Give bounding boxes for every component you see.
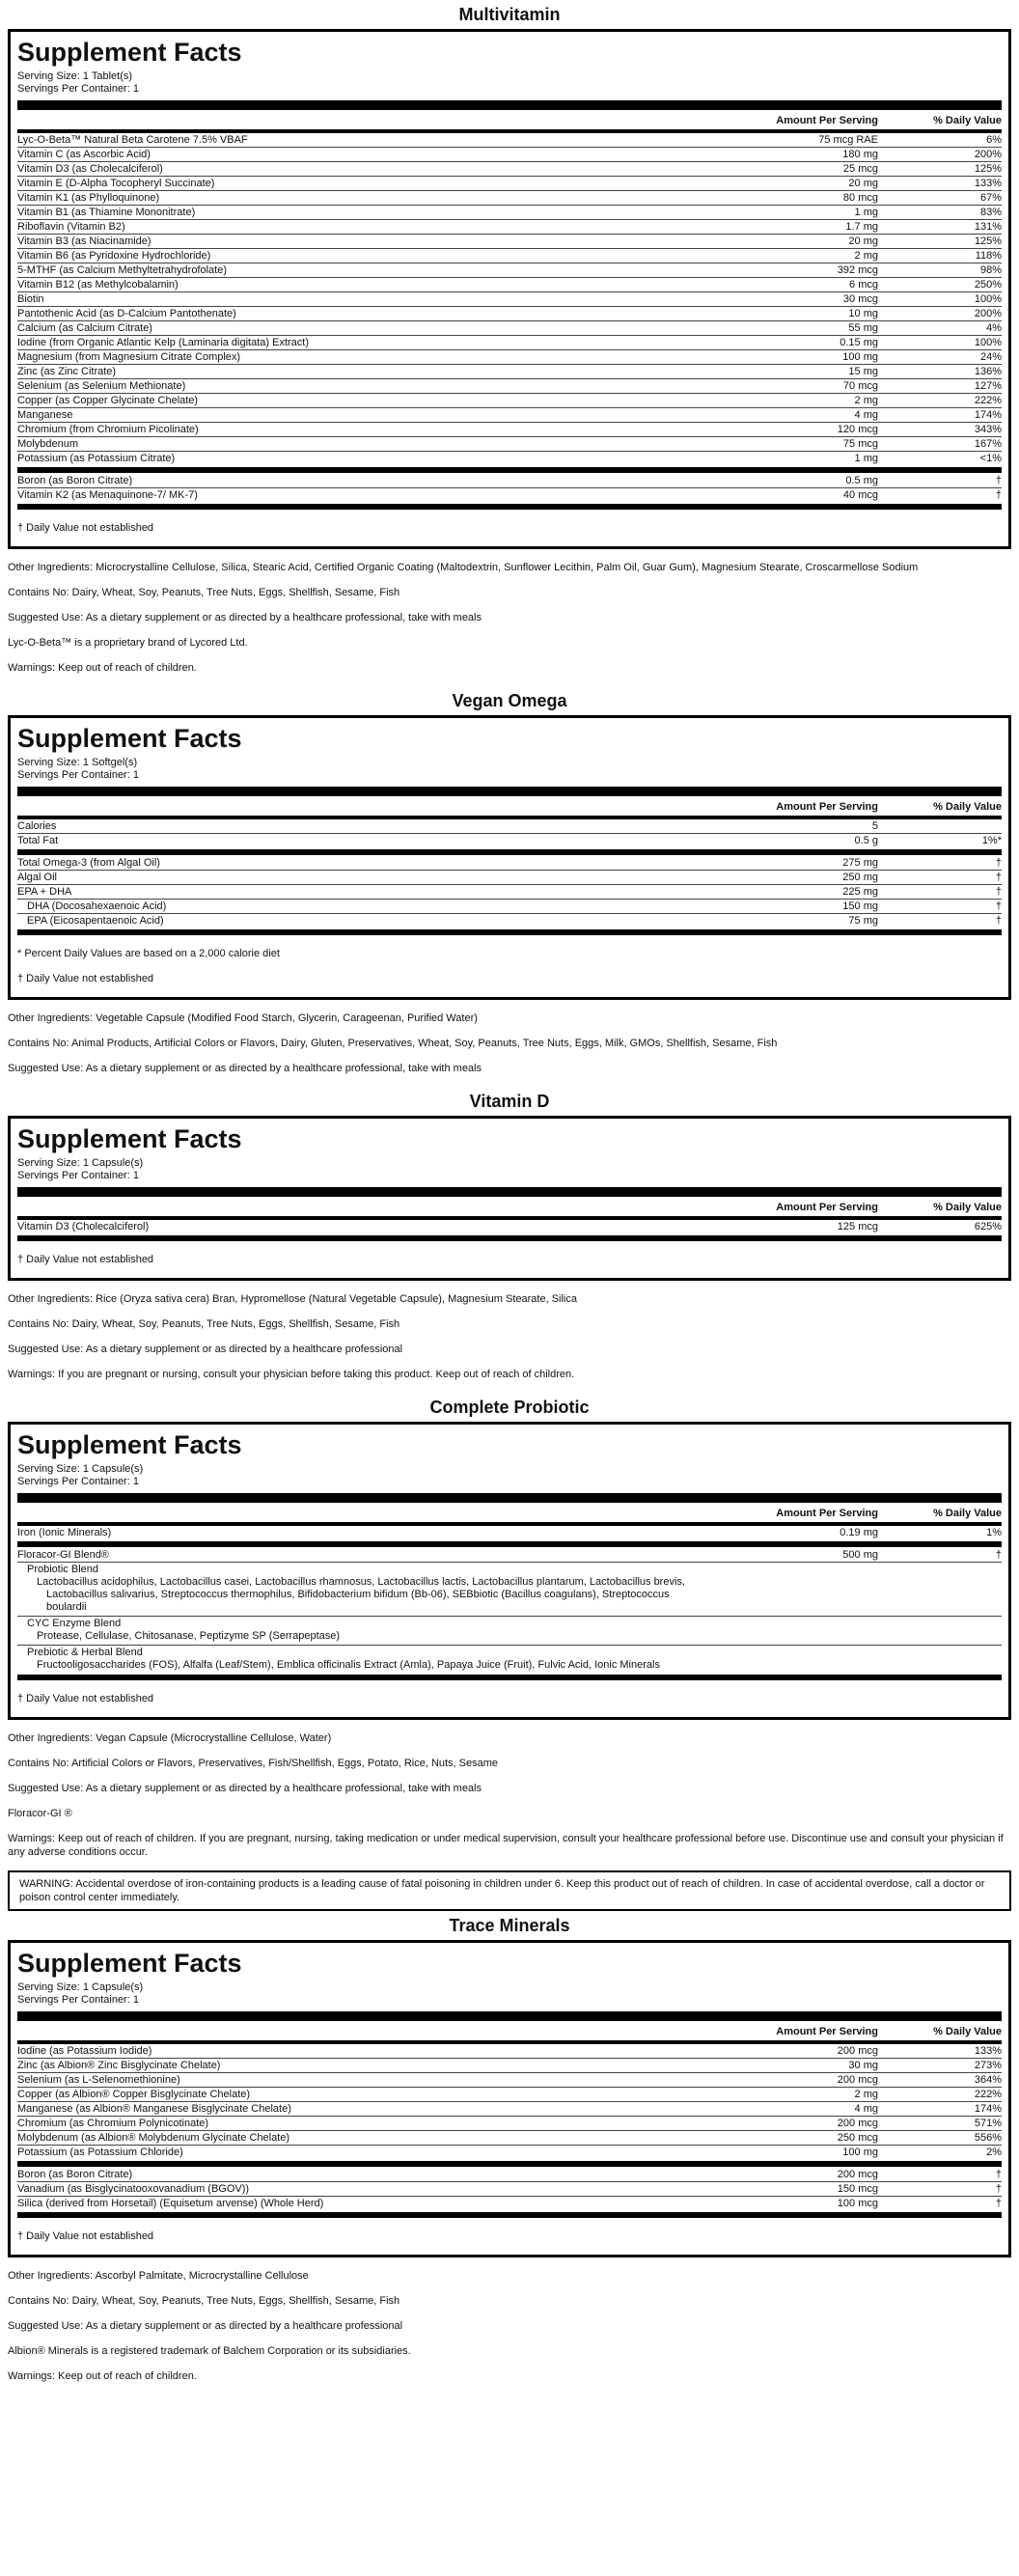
trace-minerals-facts-panel — [8, 1940, 1011, 2257]
nutrient-name: Biotin — [17, 293, 44, 305]
nutrient-amount: 40 mcg — [842, 489, 878, 501]
nutrient-amount: 15 mg — [848, 366, 878, 377]
nutrient-row — [17, 307, 1002, 321]
nutrient-row — [17, 900, 1002, 914]
nutrient-dv: 167% — [974, 438, 1002, 450]
nutrient-name: Boron (as Boron Citrate) — [17, 2169, 133, 2180]
nutrient-amount: 1 mg — [854, 207, 878, 218]
suggested-use: Suggested Use: As a dietary supplement or as directed by a healthcare professional, take with meals — [8, 1783, 482, 1794]
nutrient-row — [17, 336, 1002, 350]
nutrient-amount: 20 mg — [848, 178, 878, 189]
nutrient-row — [17, 2117, 1002, 2131]
nutrient-dv: 98% — [979, 264, 1002, 276]
nutrient-amount: 75 mcg — [842, 438, 878, 450]
dv-footnote: † Daily Value not established — [17, 2230, 154, 2242]
nutrient-rows — [17, 2044, 1002, 2160]
nutrient-dv: 625% — [974, 1221, 1002, 1233]
nutrient-name: Vitamin D3 (as Cholecalciferol) — [17, 163, 163, 175]
column-header — [17, 1505, 1002, 1526]
nutrient-name: Zinc (as Zinc Citrate) — [17, 366, 117, 377]
nutrient-dv: 125% — [974, 163, 1002, 175]
nutrient-dv: 273% — [974, 2060, 1002, 2071]
blend-ingredients: Fructooligosaccharides (FOS), Alfalfa (Leaf/Stem), Emblica officinalis Extract (Amla), Papaya Juice (Fruit), Fulvic Acid, Ionic Minerals — [37, 1659, 660, 1671]
nutrient-row — [17, 394, 1002, 408]
supplement-facts-heading: Supplement Facts — [17, 724, 242, 753]
vegan-omega-facts-panel — [8, 715, 1011, 1000]
vegan-omega-info — [8, 1011, 1011, 1075]
other-ingredients: Other Ingredients: Microcrystalline Cellulose, Silica, Stearic Acid, Certified Organic Coating (Maltodextrin, Sunflower Lecithin, Palm Oil, Guar Gum), Magnesium Stearate, Croscarmellose Sodium — [8, 562, 919, 573]
dv-header: % Daily Value — [933, 115, 1002, 126]
nutrient-dv: 125% — [974, 235, 1002, 247]
nutrient-dv: 131% — [974, 221, 1002, 233]
nutrient-name: Manganese — [17, 409, 73, 421]
nutrient-dv: † — [995, 900, 1002, 912]
contains-no: Contains No: Dairy, Wheat, Soy, Peanuts, Tree Nuts, Eggs, Shellfish, Sesame, Fish — [8, 1318, 400, 1330]
nutrient-amount: 1.7 mg — [845, 221, 878, 233]
nutrient-dv: 222% — [974, 2089, 1002, 2100]
divider-bar — [17, 1541, 1002, 1547]
trademark-note: Lyc-O-Beta™ is a proprietary brand of Lycored Ltd. — [8, 637, 248, 649]
divider-bar — [17, 787, 1002, 796]
nutrient-amount: 75 mg — [848, 915, 878, 927]
nutrient-amount: 25 mcg — [842, 163, 878, 175]
dv-footnote: † Daily Value not established — [17, 1254, 154, 1265]
dv-header: % Daily Value — [933, 1202, 1002, 1213]
nutrient-name: Riboflavin (Vitamin B2) — [17, 221, 125, 233]
nutrient-name: Vitamin E (D-Alpha Tocopheryl Succinate) — [17, 178, 215, 189]
divider-bar — [17, 1493, 1002, 1503]
supplement-facts-heading: Supplement Facts — [17, 38, 242, 67]
nutrient-amount: 6 mcg — [849, 279, 878, 291]
nutrient-amount: 100 mg — [842, 2147, 878, 2158]
nutrient-amount: 120 mcg — [837, 424, 878, 435]
serving-size: Serving Size: 1 Capsule(s) — [17, 1463, 144, 1475]
divider-bar — [17, 2011, 1002, 2021]
nutrient-amount: 0.5 g — [854, 835, 878, 846]
column-header — [17, 112, 1002, 133]
blend-title: Prebiotic & Herbal Blend — [27, 1647, 143, 1658]
nutrient-amount: 10 mg — [848, 308, 878, 319]
nutrient-dv: 67% — [979, 192, 1002, 204]
nutrient-name: Vitamin B12 (as Methylcobalamin) — [17, 279, 179, 291]
blend-title: CYC Enzyme Blend — [27, 1618, 122, 1629]
nutrient-row — [17, 379, 1002, 394]
percent-dv-note: * Percent Daily Values are based on a 2,000 calorie diet — [17, 948, 280, 959]
suggested-use: Suggested Use: As a dietary supplement or as directed by a healthcare professional, take with meals — [8, 1063, 482, 1074]
divider-bar — [17, 1235, 1002, 1241]
nutrient-row — [17, 177, 1002, 191]
nutrient-row — [17, 1526, 1002, 1540]
nutrient-amount: 30 mg — [848, 2060, 878, 2071]
divider-bar — [17, 1675, 1002, 1680]
nutrient-dv: 174% — [974, 2103, 1002, 2115]
nutrient-amount: 0.19 mg — [840, 1527, 878, 1538]
nutrient-row — [17, 856, 1002, 871]
nutrient-name: Vitamin B6 (as Pyridoxine Hydrochloride) — [17, 250, 211, 262]
multivitamin-info — [8, 561, 1011, 675]
amount-header: Amount Per Serving — [776, 2026, 878, 2037]
nutrient-name: Molybdenum — [17, 438, 78, 450]
suggested-use: Suggested Use: As a dietary supplement or as directed by a healthcare professional, take with meals — [8, 612, 482, 623]
nutrient-name: Vitamin B1 (as Thiamine Mononitrate) — [17, 207, 196, 218]
nutrient-row — [17, 819, 1002, 834]
nutrient-dv: † — [995, 886, 1002, 898]
divider-bar — [17, 929, 1002, 935]
nutrient-name: Floracor-GI Blend® — [17, 1549, 109, 1561]
nutrient-dv: † — [995, 857, 1002, 869]
nutrient-dv: † — [995, 2198, 1002, 2209]
nutrient-row — [17, 2044, 1002, 2059]
nutrient-dv: 571% — [974, 2118, 1002, 2129]
nutrient-amount: 1 mg — [854, 453, 878, 464]
nutrient-row — [17, 249, 1002, 263]
blend-title: Probiotic Blend — [27, 1564, 98, 1575]
nutrient-row — [17, 292, 1002, 307]
serving-size: Serving Size: 1 Capsule(s) — [17, 1981, 144, 1993]
nutrient-dv — [886, 819, 1002, 833]
trace-minerals-title: Trace Minerals — [449, 1916, 570, 1935]
nutrient-row — [17, 2088, 1002, 2102]
dv-footnote: † Daily Value not established — [17, 522, 154, 534]
nutrient-amount: 200 mcg — [837, 2074, 878, 2086]
nutrient-row — [17, 2073, 1002, 2088]
nutrient-amount: 55 mg — [848, 322, 878, 334]
other-ingredients: Other Ingredients: Vegetable Capsule (Modified Food Starch, Glycerin, Carageenan, Purified Water) — [8, 1012, 478, 1024]
nutrient-name: Vitamin C (as Ascorbic Acid) — [17, 149, 151, 160]
nutrient-amount: 2 mg — [854, 395, 878, 406]
nutrient-rows — [17, 1220, 1002, 1234]
nutrient-amount: 80 mcg — [842, 192, 878, 204]
nutrient-name: Copper (as Copper Glycinate Chelate) — [17, 395, 199, 406]
nutrient-row — [17, 2197, 1002, 2211]
contains-no: Contains No: Dairy, Wheat, Soy, Peanuts, Tree Nuts, Eggs, Shellfish, Sesame, Fish — [8, 2295, 400, 2307]
nutrient-amount: 30 mcg — [842, 293, 878, 305]
nutrient-name: Vanadium (as Bisglycinatooxovanadium (BGOV)) — [17, 2183, 250, 2195]
nutrient-name: Potassium (as Potassium Citrate) — [17, 453, 176, 464]
nutrient-dv: 136% — [974, 366, 1002, 377]
nutrient-dv: † — [995, 2169, 1002, 2180]
column-header — [17, 798, 1002, 819]
divider-bar — [17, 467, 1002, 473]
nutrient-name: Molybdenum (as Albion® Molybdenum Glycinate Chelate) — [17, 2132, 290, 2144]
nutrient-amount: 20 mg — [848, 235, 878, 247]
supplement-facts-heading: Supplement Facts — [17, 1124, 242, 1153]
supplement-facts-heading: Supplement Facts — [17, 1949, 242, 1978]
contains-no: Contains No: Animal Products, Artificial Colors or Flavors, Dairy, Gluten, Preservatives, Wheat, Soy, Peanuts, Tree Nuts, Eggs, Milk, GMOs, Shellfish, Sesame, Fish — [8, 1038, 778, 1049]
nutrient-row — [17, 133, 1002, 148]
vegan-omega-title: Vegan Omega — [452, 691, 567, 710]
servings-per-container: Servings Per Container: 1 — [17, 83, 139, 95]
nutrient-name: Vitamin D3 (Cholecalciferol) — [17, 1221, 150, 1233]
serving-size: Serving Size: 1 Softgel(s) — [17, 757, 138, 768]
divider-bar — [17, 100, 1002, 110]
dv-header: % Daily Value — [933, 2026, 1002, 2037]
nutrient-dv: 174% — [974, 409, 1002, 421]
nutrient-amount: 2 mg — [854, 250, 878, 262]
nutrient-name: Algal Oil — [17, 872, 57, 883]
blend-row — [17, 1548, 1002, 1563]
nutrient-name: Zinc (as Albion® Zinc Bisglycinate Chelate) — [17, 2060, 221, 2071]
nutrient-name: Chromium (from Chromium Picolinate) — [17, 424, 199, 435]
probiotic-facts-panel — [8, 1422, 1011, 1720]
nutrient-row — [17, 191, 1002, 206]
nutrient-rows — [17, 474, 1002, 503]
nutrient-amount: 150 mcg — [837, 2183, 878, 2195]
nutrient-dv: 24% — [979, 351, 1002, 363]
nutrient-rows — [17, 2168, 1002, 2211]
nutrient-name: Vitamin K1 (as Phylloquinone) — [17, 192, 160, 204]
nutrient-name: EPA (Eicosapentaenoic Acid) — [27, 915, 164, 927]
nutrient-row — [17, 2168, 1002, 2182]
divider-bar — [17, 849, 1002, 855]
nutrient-row — [17, 278, 1002, 292]
nutrient-rows — [17, 133, 1002, 466]
nutrient-rows — [17, 819, 1002, 848]
nutrient-dv: 1%* — [981, 835, 1002, 846]
nutrient-dv: 364% — [974, 2074, 1002, 2086]
nutrient-dv: 4% — [986, 322, 1002, 334]
dv-footnote: † Daily Value not established — [17, 973, 154, 984]
nutrient-row — [17, 206, 1002, 220]
nutrient-dv: 83% — [979, 207, 1002, 218]
suggested-use: Suggested Use: As a dietary supplement or as directed by a healthcare professional — [8, 1343, 403, 1355]
nutrient-dv: † — [995, 1549, 1002, 1561]
nutrient-name: Vitamin B3 (as Niacinamide) — [17, 235, 151, 247]
nutrient-amount: 2 mg — [854, 2089, 878, 2100]
nutrient-row — [17, 365, 1002, 379]
trace-minerals-info — [8, 2269, 1011, 2383]
column-header — [17, 2023, 1002, 2044]
nutrient-amount: 200 mcg — [837, 2118, 878, 2129]
nutrient-row — [17, 408, 1002, 423]
amount-header: Amount Per Serving — [776, 1508, 878, 1519]
nutrient-name: Total Omega-3 (from Algal Oil) — [17, 857, 160, 869]
nutrient-row — [17, 2146, 1002, 2160]
trademark-note: Albion® Minerals is a registered trademark of Balchem Corporation or its subsidiaries. — [8, 2345, 411, 2357]
nutrient-row — [17, 437, 1002, 452]
nutrient-name: Copper (as Albion® Copper Bisglycinate Chelate) — [17, 2089, 251, 2100]
nutrient-name: Selenium (as Selenium Methionate) — [17, 380, 186, 392]
nutrient-dv: 200% — [974, 149, 1002, 160]
nutrient-amount: 4 mg — [854, 2103, 878, 2115]
warnings: Warnings: If you are pregnant or nursing, consult your physician before taking this product. Keep out of reach of children. — [8, 1369, 575, 1380]
nutrient-amount: 200 mcg — [837, 2169, 878, 2180]
serving-size: Serving Size: 1 Capsule(s) — [17, 1157, 144, 1169]
warnings: Warnings: Keep out of reach of children. If you are pregnant, nursing, taking medication or under medical supervision, consult your healthcare professional before use. Discontinue use and consult your physician if any adverse conditions occur. — [8, 1833, 1004, 1858]
blend-ingredients: Protease, Cellulase, Chitosanase, Peptizyme SP (Serrapeptase) — [17, 1630, 1002, 1646]
nutrient-dv: <1% — [979, 453, 1002, 464]
nutrient-row — [17, 885, 1002, 900]
nutrient-row — [17, 235, 1002, 249]
contains-no: Contains No: Dairy, Wheat, Soy, Peanuts, Tree Nuts, Eggs, Shellfish, Sesame, Fish — [8, 587, 400, 598]
warnings: Warnings: Keep out of reach of children. — [8, 662, 197, 674]
vitamin-d-title: Vitamin D — [469, 1092, 550, 1111]
nutrient-row — [17, 423, 1002, 437]
nutrient-row — [17, 2182, 1002, 2197]
blend-ingredients: Lactobacillus acidophilus, Lactobacillus casei, Lactobacillus rhamnosus, Lactobacillus lactis, Lactobacillus plantarum, Lactobacillus brevis, Lactobacillus salivarius, Streptococcus thermophilus, Bifidobacterium bifidum (Bb-06), SEBbiotic (Bacillus coagulans), Streptococcus boulardii — [17, 1576, 1002, 1617]
nutrient-amount: 200 mcg — [837, 2045, 878, 2057]
probiotic-title: Complete Probiotic — [429, 1398, 590, 1417]
nutrient-amount: 75 mcg RAE — [818, 134, 878, 146]
nutrient-row — [17, 871, 1002, 885]
nutrient-name: Vitamin K2 (as Menaquinone-7/ MK-7) — [17, 489, 198, 501]
nutrient-row — [17, 2131, 1002, 2146]
dv-footnote: † Daily Value not established — [17, 1693, 154, 1704]
nutrient-amount: 180 mg — [842, 149, 878, 160]
divider-bar — [17, 504, 1002, 510]
servings-per-container: Servings Per Container: 1 — [17, 1994, 139, 2006]
nutrient-name: Iodine (from Organic Atlantic Kelp (Laminaria digitata) Extract) — [17, 337, 310, 348]
amount-header: Amount Per Serving — [776, 1202, 878, 1213]
servings-per-container: Servings Per Container: 1 — [17, 1476, 139, 1487]
nutrient-amount: 150 mg — [842, 900, 878, 912]
nutrient-row — [17, 220, 1002, 235]
nutrient-dv: 127% — [974, 380, 1002, 392]
nutrient-dv: 343% — [974, 424, 1002, 435]
column-header — [17, 1199, 1002, 1220]
nutrient-row — [17, 2102, 1002, 2117]
servings-per-container: Servings Per Container: 1 — [17, 1170, 139, 1181]
dv-header: % Daily Value — [933, 801, 1002, 813]
nutrient-name: Iodine (as Potassium Iodide) — [17, 2045, 152, 2057]
nutrient-dv: 2% — [986, 2147, 1002, 2158]
nutrient-name: Silica (derived from Horsetail) (Equisetum arvense) (Whole Herd) — [17, 2198, 324, 2209]
nutrient-row — [17, 321, 1002, 336]
amount-header: Amount Per Serving — [776, 115, 878, 126]
nutrient-dv: 250% — [974, 279, 1002, 291]
vitamin-d-facts-panel — [8, 1116, 1011, 1281]
nutrient-rows — [17, 1526, 1002, 1540]
nutrient-name: Magnesium (from Magnesium Citrate Complex) — [17, 351, 241, 363]
nutrient-row — [17, 914, 1002, 928]
other-ingredients: Other Ingredients: Rice (Oryza sativa cera) Bran, Hypromellose (Natural Vegetable Capsule), Magnesium Stearate, Silica — [8, 1293, 577, 1305]
nutrient-row — [17, 834, 1002, 848]
multivitamin-title: Multivitamin — [458, 5, 561, 24]
nutrient-amount: 275 mg — [842, 857, 878, 869]
nutrient-amount: 5 — [871, 820, 878, 832]
nutrient-row — [17, 1220, 1002, 1234]
dv-header: % Daily Value — [933, 1508, 1002, 1519]
nutrient-amount: 392 mcg — [837, 264, 878, 276]
nutrient-amount: 250 mcg — [837, 2132, 878, 2144]
nutrient-row — [17, 452, 1002, 466]
nutrient-dv: 6% — [986, 134, 1002, 146]
nutrient-amount: 250 mg — [842, 872, 878, 883]
probiotic-info — [8, 1731, 1011, 1859]
nutrient-amount: 100 mg — [842, 351, 878, 363]
nutrient-amount: 125 mcg — [837, 1221, 878, 1233]
nutrient-name: Iron (Ionic Minerals) — [17, 1527, 112, 1538]
nutrient-dv: † — [995, 872, 1002, 883]
serving-size: Serving Size: 1 Tablet(s) — [17, 70, 133, 82]
nutrient-row — [17, 350, 1002, 365]
divider-bar — [17, 2212, 1002, 2218]
nutrient-row — [17, 474, 1002, 488]
nutrient-name: 5-MTHF (as Calcium Methyltetrahydrofolate) — [17, 264, 228, 276]
nutrient-name: DHA (Docosahexaenoic Acid) — [27, 900, 167, 912]
other-ingredients: Other Ingredients: Vegan Capsule (Microcrystalline Cellulose, Water) — [8, 1732, 332, 1744]
nutrient-amount: 500 mg — [842, 1549, 878, 1561]
warnings: Warnings: Keep out of reach of children. — [8, 2370, 197, 2382]
nutrient-name: Potassium (as Potassium Chloride) — [17, 2147, 183, 2158]
nutrient-dv: † — [995, 475, 1002, 486]
iron-warning-box: WARNING: Accidental overdose of iron-containing products is a leading cause of fatal poisoning in children under 6. Keep this product out of reach of children. In case of accidental overdose, call a doctor or poison control center immediately. — [8, 1870, 1011, 1911]
nutrient-dv: 118% — [975, 250, 1002, 262]
nutrient-row — [17, 263, 1002, 278]
nutrient-dv: 222% — [974, 395, 1002, 406]
nutrient-amount: 4 mg — [854, 409, 878, 421]
multivitamin-facts-panel — [8, 29, 1011, 549]
nutrient-rows — [17, 856, 1002, 928]
nutrient-name: Selenium (as L-Selenomethionine) — [17, 2074, 180, 2086]
nutrient-dv: 1% — [986, 1527, 1002, 1538]
nutrient-amount: 225 mg — [842, 886, 878, 898]
nutrient-dv: 556% — [974, 2132, 1002, 2144]
nutrient-dv: † — [995, 915, 1002, 927]
nutrient-name: Chromium (as Chromium Polynicotinate) — [17, 2118, 209, 2129]
nutrient-name: Manganese (as Albion® Manganese Bisglycinate Chelate) — [17, 2103, 291, 2115]
contains-no: Contains No: Artificial Colors or Flavors, Preservatives, Fish/Shellfish, Eggs, Potato, Rice, Nuts, Sesame — [8, 1758, 499, 1769]
supplement-facts-heading: Supplement Facts — [17, 1430, 242, 1459]
nutrient-row — [17, 162, 1002, 177]
servings-per-container: Servings Per Container: 1 — [17, 769, 139, 781]
nutrient-amount: 70 mcg — [842, 380, 878, 392]
nutrient-amount: 0.5 mg — [845, 475, 878, 486]
nutrient-row — [17, 2059, 1002, 2073]
nutrient-amount: 100 mcg — [837, 2198, 878, 2209]
suggested-use: Suggested Use: As a dietary supplement or as directed by a healthcare professional — [8, 2320, 403, 2332]
nutrient-dv: † — [995, 489, 1002, 501]
nutrient-dv: 133% — [974, 2045, 1002, 2057]
amount-header: Amount Per Serving — [776, 801, 878, 813]
nutrient-name: Boron (as Boron Citrate) — [17, 475, 133, 486]
nutrient-name: Total Fat — [17, 835, 59, 846]
nutrient-name: Calcium (as Calcium Citrate) — [17, 322, 152, 334]
vitamin-d-info — [8, 1292, 1011, 1381]
nutrient-row — [17, 488, 1002, 503]
nutrient-dv: † — [995, 2183, 1002, 2195]
other-ingredients: Other Ingredients: Ascorbyl Palmitate, Microcrystalline Cellulose — [8, 2270, 309, 2282]
nutrient-name: Pantothenic Acid (as D-Calcium Pantothenate) — [17, 308, 236, 319]
nutrient-dv: 100% — [974, 337, 1002, 348]
nutrient-name: EPA + DHA — [17, 886, 72, 898]
nutrient-name: Calories — [17, 820, 57, 832]
divider-bar — [17, 2161, 1002, 2167]
nutrient-dv: 133% — [974, 178, 1002, 189]
trademark-note: Floracor-GI ® — [8, 1808, 72, 1819]
nutrient-row — [17, 148, 1002, 162]
nutrient-dv: 100% — [974, 293, 1002, 305]
nutrient-amount: 0.15 mg — [840, 337, 878, 348]
nutrient-name: Lyc-O-Beta™ Natural Beta Carotene 7.5% VBAF — [17, 134, 248, 146]
divider-bar — [17, 1187, 1002, 1197]
nutrient-dv: 200% — [974, 308, 1002, 319]
